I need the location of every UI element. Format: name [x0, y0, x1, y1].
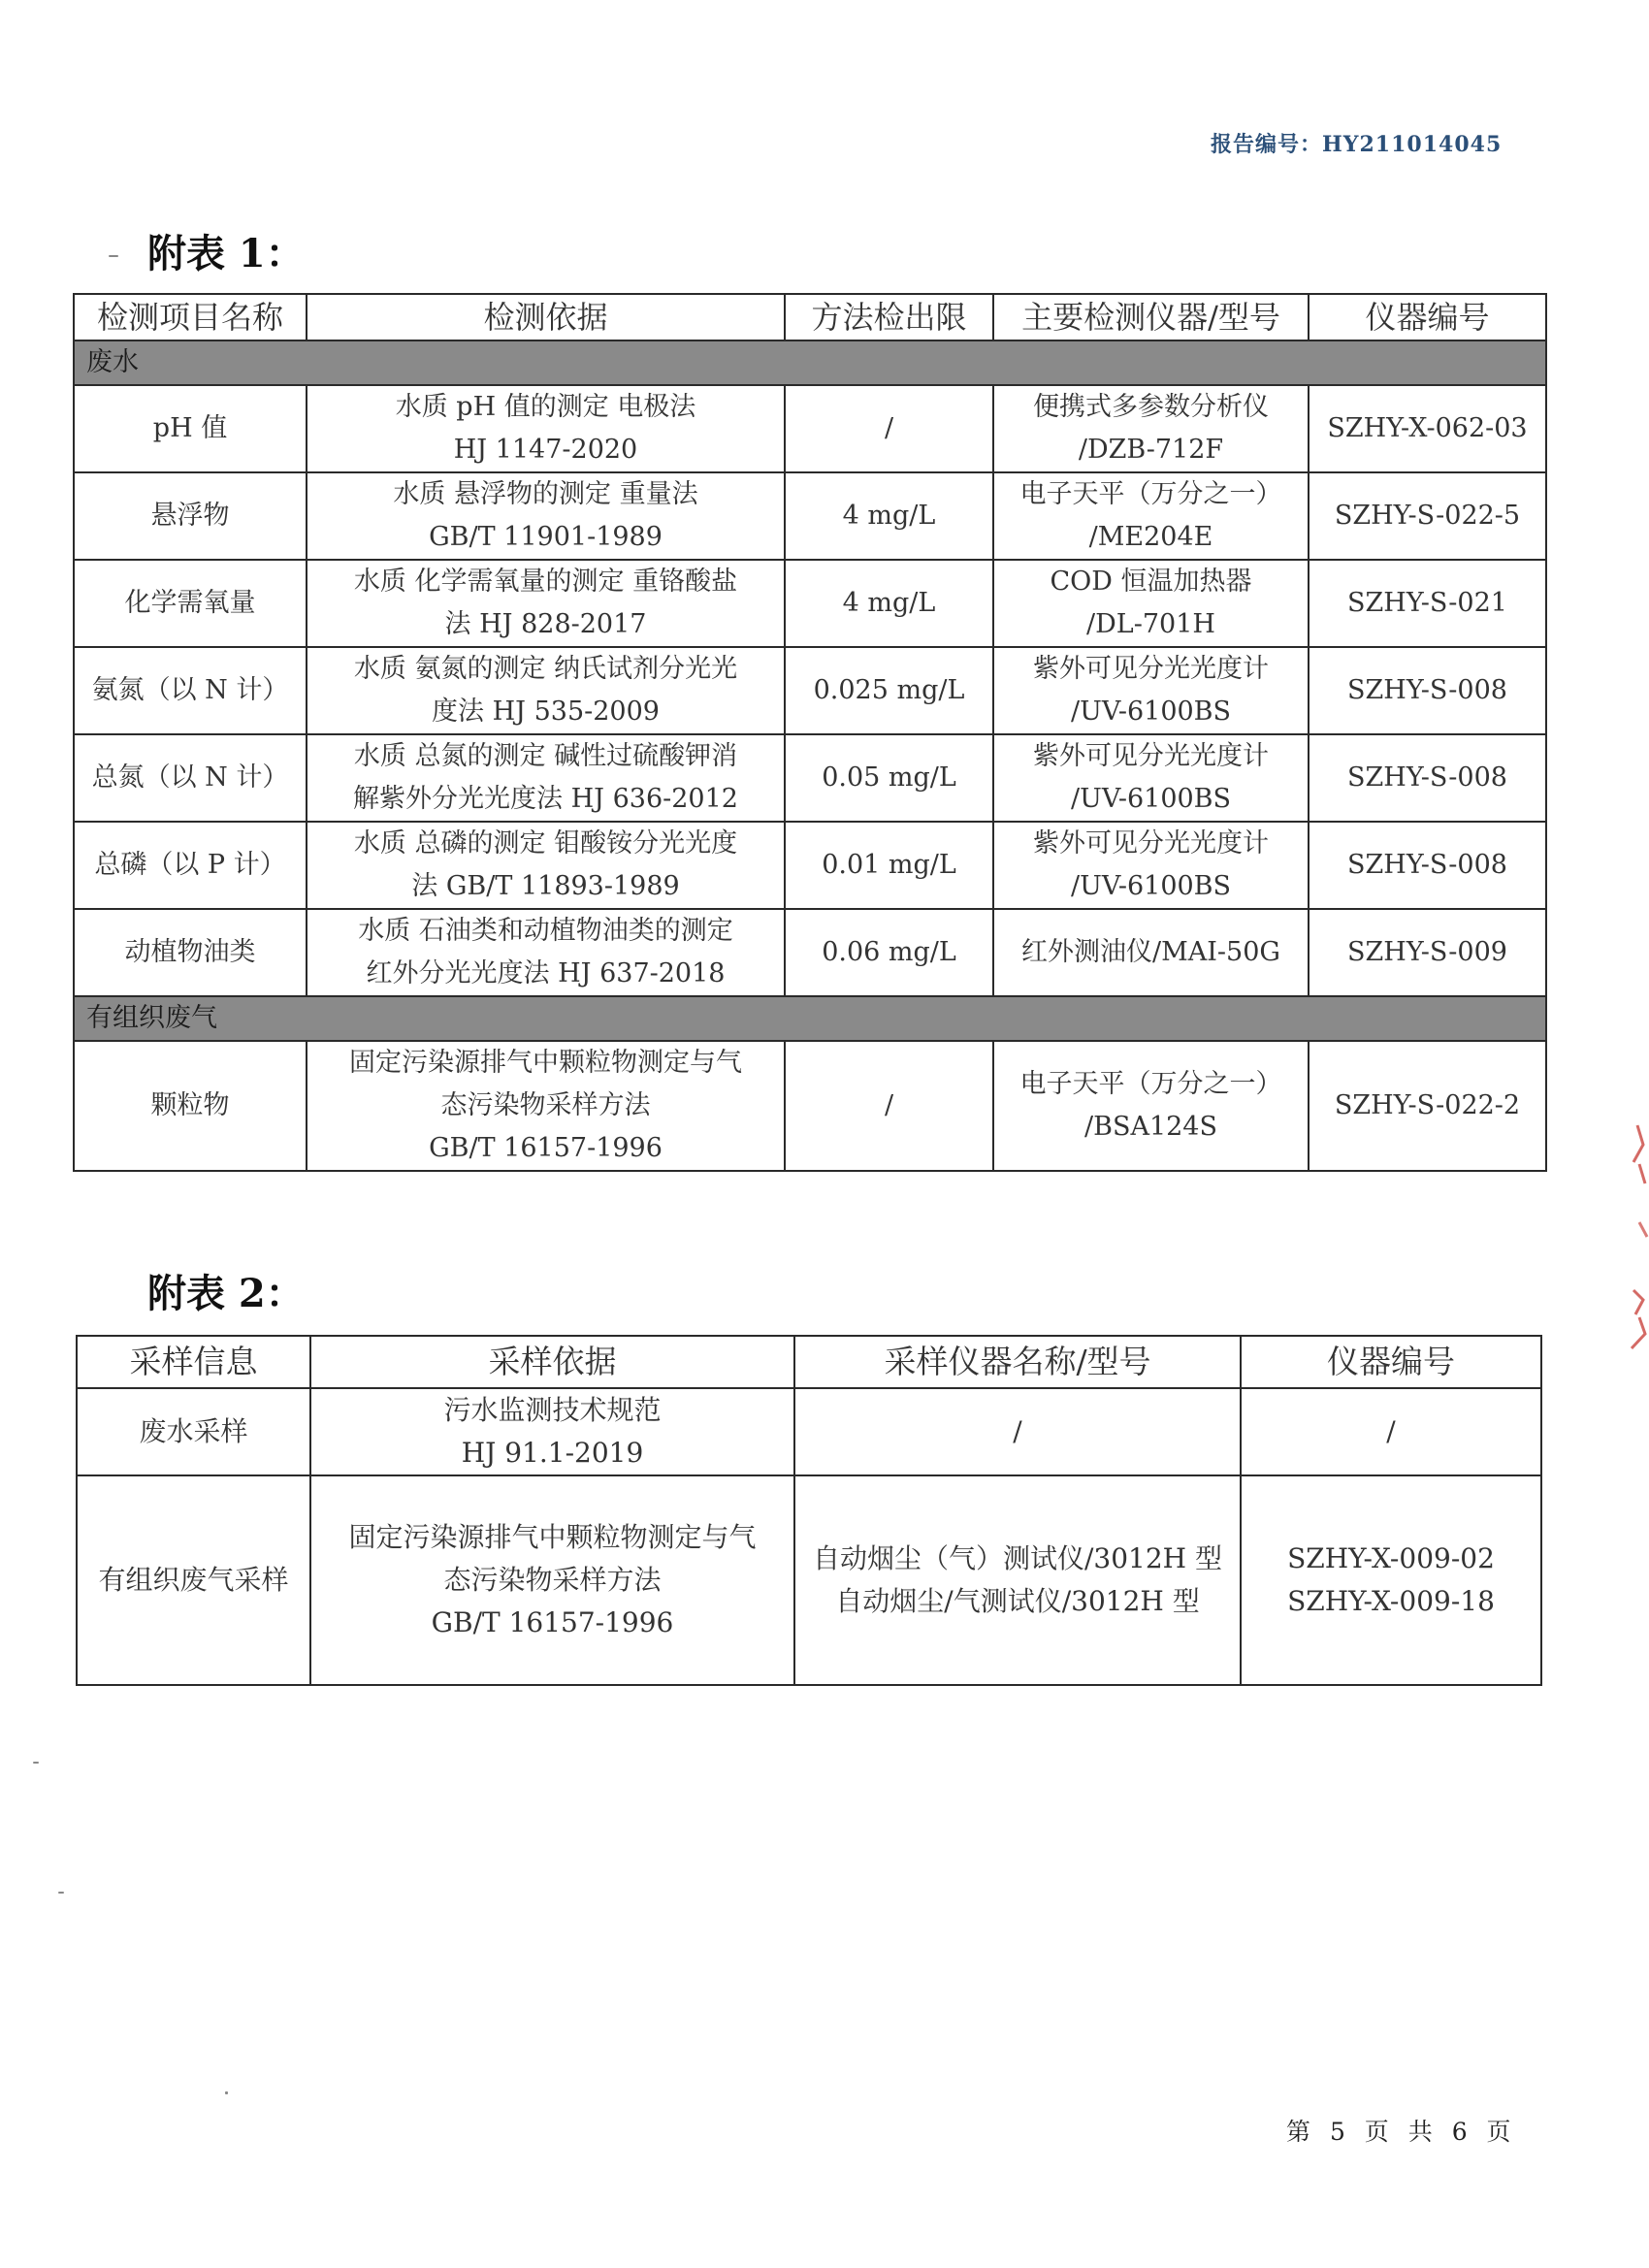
instrument-model — [993, 472, 1309, 560]
basis-line: 固定污染源排气中颗粒物测定与气 — [348, 1521, 757, 1553]
basis-line: GB/T 11901-1989 — [429, 522, 663, 552]
column-header: 检测项目名称 — [74, 294, 307, 340]
column-header: 仪器编号 — [1309, 294, 1546, 340]
table-header-row — [74, 294, 1546, 340]
scan-speck — [225, 2091, 228, 2094]
id-line: / — [1386, 1415, 1396, 1447]
instrument-line: 自动烟尘/气测试仪/3012H 型 — [835, 1585, 1200, 1617]
instrument-line: 电子天平（万分之一） — [1019, 1069, 1282, 1099]
item-name: 化学需氧量 — [74, 560, 307, 647]
method-basis — [307, 472, 785, 560]
instrument-id: SZHY-S-008 — [1309, 822, 1546, 909]
instrument-line: 自动烟尘（气）测试仪/3012H 型 — [812, 1542, 1222, 1574]
item-name: 悬浮物 — [74, 472, 307, 560]
detection-limit: 0.01 mg/L — [785, 822, 993, 909]
method-basis — [307, 822, 785, 909]
item-name: 颗粒物 — [74, 1041, 307, 1171]
table-row — [74, 734, 1546, 822]
instrument-line: /UV-6100BS — [1070, 784, 1232, 814]
instrument-id — [1241, 1475, 1541, 1685]
basis-line: GB/T 16157-1996 — [431, 1606, 674, 1638]
column-header: 方法检出限 — [785, 294, 993, 340]
test-methods-table — [73, 293, 1547, 1172]
table-row — [77, 1388, 1541, 1475]
column-header: 仪器编号 — [1241, 1336, 1541, 1388]
basis-line: 度法 HJ 535-2009 — [432, 697, 660, 727]
table-row — [74, 647, 1546, 734]
detection-limit: 4 mg/L — [785, 560, 993, 647]
sampling-basis — [310, 1388, 794, 1475]
basis-line: 水质 石油类和动植物油类的测定 — [358, 916, 733, 946]
instrument-line: 红外测油仪/MAI-50G — [1021, 937, 1280, 967]
sampling-info: 废水采样 — [77, 1388, 310, 1475]
instrument-line: / — [1013, 1415, 1022, 1447]
sampling-instrument — [794, 1388, 1241, 1475]
instrument-model — [993, 822, 1309, 909]
column-header: 采样依据 — [310, 1336, 794, 1388]
scan-speck — [58, 1892, 64, 1894]
instrument-id: SZHY-X-062-03 — [1309, 385, 1546, 472]
method-basis — [307, 734, 785, 822]
group-label: 有组织废气 — [74, 996, 1546, 1041]
column-header: 采样仪器名称/型号 — [794, 1336, 1241, 1388]
item-name: 动植物油类 — [74, 909, 307, 996]
basis-line: 红外分光光度法 HJ 637-2018 — [366, 958, 726, 988]
instrument-id: SZHY-S-008 — [1309, 734, 1546, 822]
group-row-organized-exhaust — [74, 996, 1546, 1041]
item-name: 总氮（以 N 计） — [74, 734, 307, 822]
table-row — [74, 472, 1546, 560]
basis-line: HJ 91.1-2019 — [461, 1437, 644, 1469]
report-number: 报告编号：HY211014045 — [1211, 132, 1503, 157]
instrument-line: /DZB-712F — [1078, 435, 1224, 465]
basis-line: GB/T 16157-1996 — [429, 1133, 663, 1163]
instrument-id — [1241, 1388, 1541, 1475]
table-row — [74, 560, 1546, 647]
instrument-id: SZHY-S-021 — [1309, 560, 1546, 647]
sampling-basis — [310, 1475, 794, 1685]
instrument-line: /DL-701H — [1086, 609, 1215, 639]
sampling-table — [76, 1335, 1542, 1686]
basis-line: 水质 总氮的测定 碱性过硫酸钾消 — [353, 741, 738, 771]
group-row-wastewater — [74, 340, 1546, 385]
method-basis — [307, 1041, 785, 1171]
table-row — [74, 385, 1546, 472]
table2-title: 附表 2： — [147, 1271, 305, 1316]
scan-speck — [109, 255, 118, 257]
basis-line: 态污染物采样方法 — [440, 1090, 651, 1120]
id-line: SZHY-X-009-02 — [1287, 1542, 1495, 1574]
item-name: 总磷（以 P 计） — [74, 822, 307, 909]
table1-title: 附表 1： — [147, 231, 305, 276]
detection-limit: / — [785, 385, 993, 472]
detection-limit: 4 mg/L — [785, 472, 993, 560]
instrument-line: /ME204E — [1088, 522, 1213, 552]
table-header-row — [77, 1336, 1541, 1388]
instrument-model — [993, 909, 1309, 996]
method-basis — [307, 560, 785, 647]
basis-line: 态污染物采样方法 — [443, 1564, 662, 1596]
table-row — [77, 1475, 1541, 1685]
detection-limit: / — [785, 1041, 993, 1171]
column-header: 主要检测仪器/型号 — [993, 294, 1309, 340]
basis-line: 法 HJ 828-2017 — [444, 609, 647, 639]
instrument-line: 电子天平（万分之一） — [1019, 479, 1282, 509]
instrument-id: SZHY-S-009 — [1309, 909, 1546, 996]
column-header: 采样信息 — [77, 1336, 310, 1388]
instrument-line: 紫外可见分光光度计 — [1033, 654, 1269, 684]
instrument-model — [993, 385, 1309, 472]
instrument-model — [993, 1041, 1309, 1171]
id-line: SZHY-X-009-18 — [1287, 1585, 1495, 1617]
table-row — [74, 822, 1546, 909]
table-row — [74, 1041, 1546, 1171]
instrument-line: COD 恒温加热器 — [1050, 567, 1252, 597]
instrument-line: 便携式多参数分析仪 — [1033, 392, 1269, 422]
table-row — [74, 909, 1546, 996]
group-label: 废水 — [74, 340, 1546, 385]
method-basis — [307, 647, 785, 734]
item-name: 氨氮（以 N 计） — [74, 647, 307, 734]
instrument-line: /UV-6100BS — [1070, 871, 1232, 901]
column-header: 检测依据 — [307, 294, 785, 340]
basis-line: 污水监测技术规范 — [443, 1394, 662, 1426]
item-name: pH 值 — [74, 385, 307, 472]
basis-line: 法 GB/T 11893-1989 — [411, 871, 680, 901]
instrument-model — [993, 647, 1309, 734]
basis-line: 水质 总磷的测定 钼酸铵分光光度 — [353, 828, 738, 859]
basis-line: 水质 化学需氧量的测定 重铬酸盐 — [353, 567, 738, 597]
instrument-id: SZHY-S-008 — [1309, 647, 1546, 734]
instrument-model — [993, 734, 1309, 822]
instrument-line: 紫外可见分光光度计 — [1033, 828, 1269, 859]
sampling-info: 有组织废气采样 — [77, 1475, 310, 1685]
instrument-id: SZHY-S-022-5 — [1309, 472, 1546, 560]
basis-line: HJ 1147-2020 — [453, 435, 638, 465]
instrument-line: /BSA124S — [1084, 1112, 1217, 1142]
basis-line: 固定污染源排气中颗粒物测定与气 — [349, 1048, 742, 1078]
basis-line: 水质 氨氮的测定 纳氏试剂分光光 — [353, 654, 738, 684]
detection-limit: 0.025 mg/L — [785, 647, 993, 734]
basis-line: 解紫外分光光度法 HJ 636-2012 — [353, 784, 738, 814]
page-number: 第 5 页 共 6 页 — [1286, 2118, 1517, 2146]
sampling-instrument — [794, 1475, 1241, 1685]
basis-line: 水质 pH 值的测定 电极法 — [395, 392, 696, 422]
instrument-line: /UV-6100BS — [1070, 697, 1232, 727]
instrument-line: 紫外可见分光光度计 — [1033, 741, 1269, 771]
method-basis — [307, 385, 785, 472]
stamp-fragment — [1610, 1106, 1649, 1397]
instrument-id: SZHY-S-022-2 — [1309, 1041, 1546, 1171]
method-basis — [307, 909, 785, 996]
basis-line: 水质 悬浮物的测定 重量法 — [393, 479, 698, 509]
scan-speck — [33, 1762, 39, 1764]
detection-limit: 0.06 mg/L — [785, 909, 993, 996]
instrument-model — [993, 560, 1309, 647]
detection-limit: 0.05 mg/L — [785, 734, 993, 822]
